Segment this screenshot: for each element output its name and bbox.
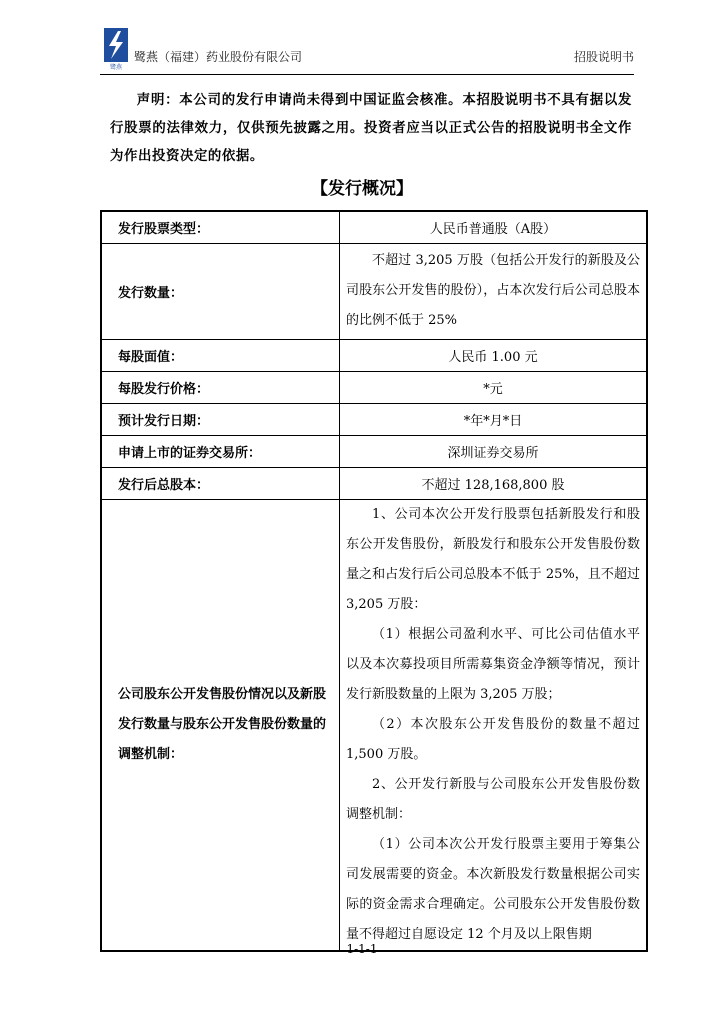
header-company-name: 鹭燕（福建）药业股份有限公司 (134, 50, 303, 64)
row-value: 人民币 1.00 元 (340, 339, 648, 371)
row-paragraph: 不超过 3,205 万股（包括公开发行的新股及公司股东公开发售的股份），占本次发行后公司总股本的比例不低于 25% (346, 253, 640, 328)
offering-overview-table (100, 210, 648, 952)
table-row (101, 339, 647, 371)
disclaimer-statement: 声明：本公司的发行申请尚未得到中国证监会核准。本招股说明书不具有据以发行股票的法律效力，仅供预先披露之用。投资者应当以正式公告的招股说明书全文作为作出投资决定的依据。 (110, 92, 632, 164)
row-label: 申请上市的证券交易所： (101, 435, 340, 467)
table-row (101, 435, 647, 467)
row-label: 发行股票类型： (101, 211, 340, 243)
row-paragraph: （1）根据公司盈利水平、可比公司估值水平以及本次募投项目所需募集资金净额等情况，预计发行新股数量的上限为 3,205 万股； (346, 626, 640, 702)
row-label: 发行后总股本： (101, 467, 340, 499)
table-row (101, 499, 647, 951)
row-value: 人民币普通股（A股） (340, 211, 648, 243)
svg-text:鹭燕: 鹭燕 (109, 64, 123, 70)
page-number: 1-1-1 (346, 942, 378, 956)
company-logo (104, 28, 128, 70)
page-header (100, 28, 634, 75)
row-label: 公司股东公开发售股份情况以及新股发行数量与股东公开发售股份数量的调整机制： (101, 499, 340, 951)
header-document-type: 招股说明书 (573, 50, 634, 64)
row-value: 不超过 128,168,800 股 (340, 467, 648, 499)
row-value: 深圳证券交易所 (340, 435, 648, 467)
row-label: 发行数量： (101, 243, 340, 339)
table-row (101, 243, 647, 339)
row-label: 每股发行价格： (101, 371, 340, 403)
row-value: *年*月*日 (340, 403, 648, 435)
row-paragraph: 1、公司本次公开发行股票包括新股发行和股东公开发售股份，新股发行和股东公开发售股份数量之和占发行后公司总股本不低于 25%，且不超过 3,205 万股： (346, 506, 640, 612)
row-value: *元 (340, 371, 648, 403)
row-label: 预计发行日期： (101, 403, 340, 435)
row-paragraph: （1）公司本次公开发行股票主要用于筹集公司发展需要的资金。本次新股发行数量根据公司实际的资金需求合理确定。公司股东公开发售股份数量不得超过自愿设定 12 个月及以上限售期 (346, 836, 640, 942)
row-label: 每股面值： (101, 339, 340, 371)
table-row (101, 211, 647, 243)
row-paragraph: （2）本次股东公开发售股份的数量不超过1,500 万股。 (346, 716, 640, 762)
table-row (101, 467, 647, 499)
row-value (340, 243, 648, 339)
table-row (101, 371, 647, 403)
row-paragraph: 2、公开发行新股与公司股东公开发售股份数调整机制： (346, 776, 640, 822)
table-row (101, 403, 647, 435)
row-value (340, 499, 648, 951)
section-title: 【发行概况】 (311, 179, 413, 199)
